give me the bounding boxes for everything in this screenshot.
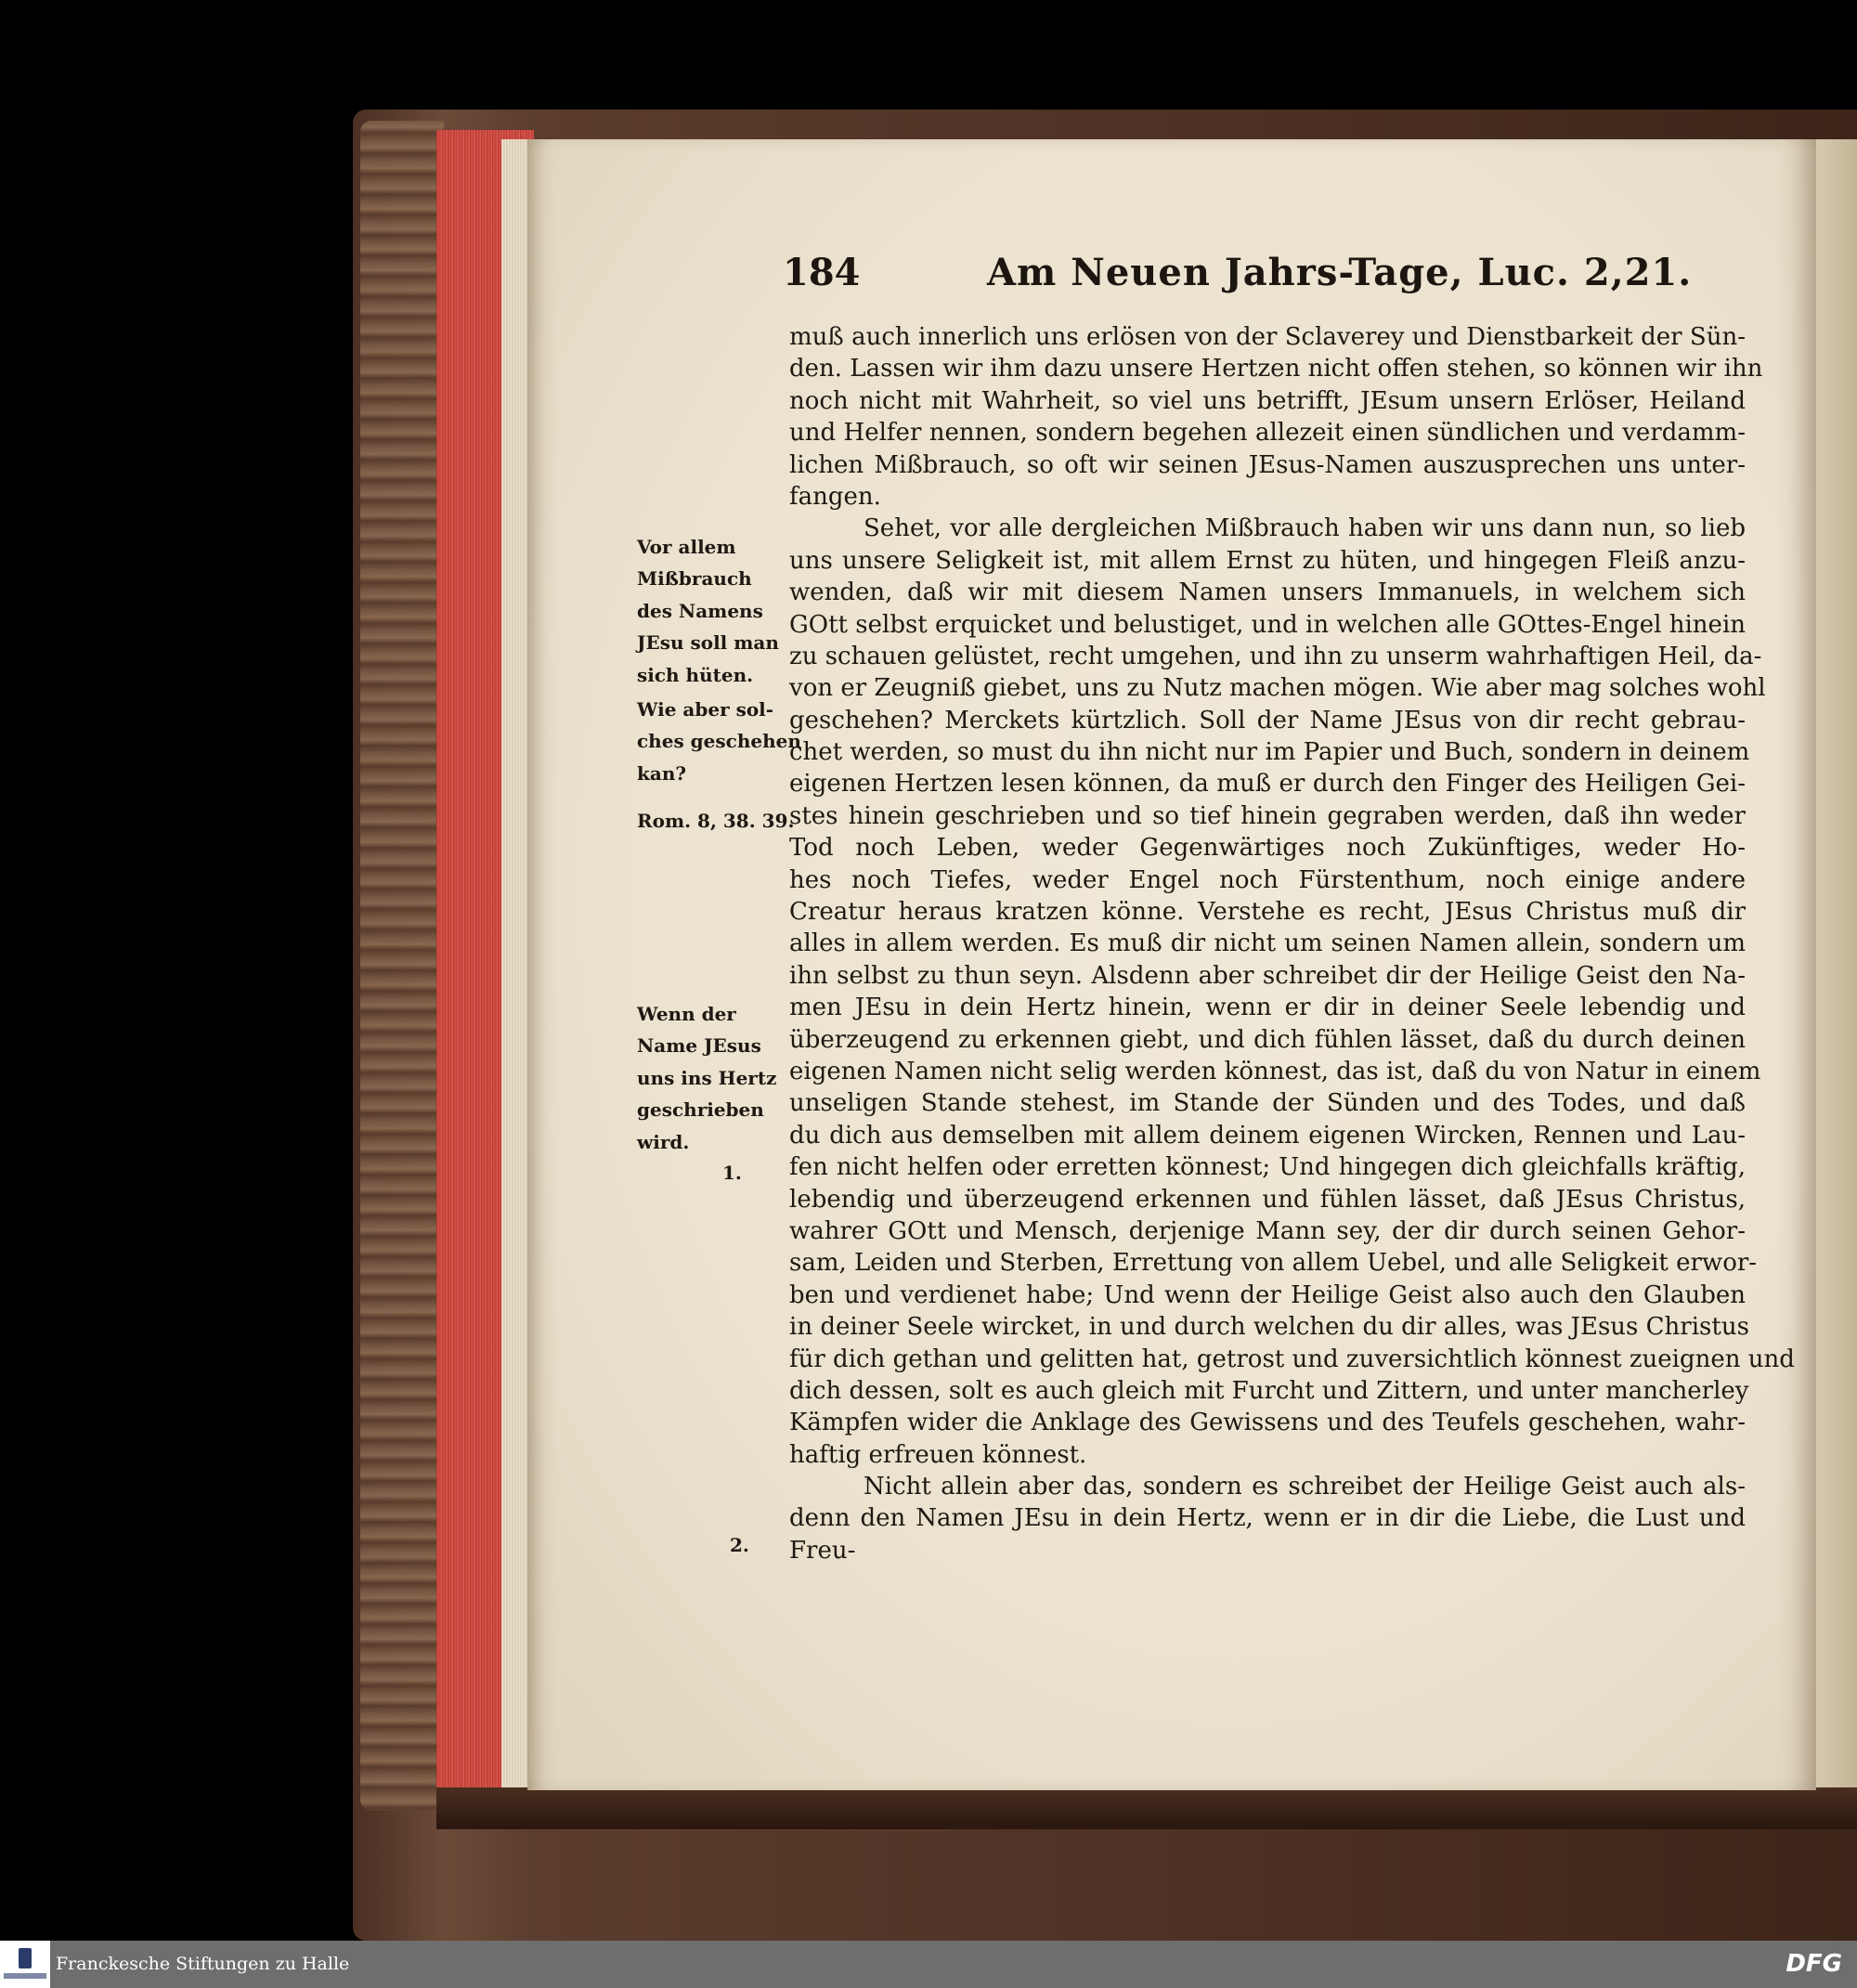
text-line: denn den Namen JEsu in dein Hertz, wenn er in dir die Liebe, die Lust und: [789, 1504, 1746, 1533]
text-line: wenden, daß wir mit diesem Namen unsers Immanuels, in welchem sich: [789, 578, 1746, 607]
margin-note-line: geschrieben: [637, 1098, 764, 1122]
text-line: den. Lassen wir ihm dazu unsere Hertzen nicht offen stehen, so können wir ihn: [789, 355, 1763, 383]
text-line: ben und verdienet habe; Und wenn der Heilige Geist also auch den Glauben: [789, 1280, 1746, 1309]
text-line: Freu-: [789, 1536, 856, 1565]
funder-logo: DFG: [1786, 1950, 1842, 1978]
text-line: hes noch Tiefes, weder Engel noch Fürstenthum, noch einige andere: [789, 865, 1746, 894]
text-line: muß auch innerlich uns erlösen von der Sclaverey und Dienstbarkeit der Sün-: [789, 323, 1746, 351]
margin-note-line: JEsu soll man: [637, 631, 779, 655]
text-line: zu schauen gelüstet, recht umgehen, und ihn zu unserm wahrhaftigen Heil, da-: [789, 642, 1762, 670]
text-line: unseligen Stande stehest, im Stande der Sünden und des Todes, und daß: [789, 1089, 1746, 1118]
text-line: chet werden, so must du ihn nicht nur im Papier und Buch, sondern in deinem: [789, 738, 1750, 767]
text-line: haftig erfreuen könnest.: [789, 1440, 1087, 1469]
text-line: stes hinein geschrieben und so tief hinein gegraben werden, daß ihn weder: [789, 801, 1746, 830]
text-line: sam, Leiden und Sterben, Errettung von allem Uebel, und alle Seligkeit erwor-: [789, 1249, 1758, 1278]
page-number: 184: [783, 251, 861, 294]
book-page: [527, 139, 1816, 1790]
text-line: noch nicht mit Wahrheit, so viel uns betrifft, JEsum unsern Erlöser, Heiland: [789, 386, 1746, 415]
margin-note-line: ches geschehen: [637, 730, 801, 753]
margin-note: [637, 531, 779, 691]
body-text: [789, 321, 1795, 1566]
text-line: fangen.: [789, 482, 881, 511]
text-line: in deiner Seele wircket, in und durch welchen du dir alles, was JEsus Christus: [789, 1313, 1749, 1342]
margin-note: [637, 805, 795, 837]
margin-note-line: sich hüten.: [637, 663, 754, 686]
margin-note-line: Name JEsus: [637, 1034, 761, 1058]
margin-note: [637, 694, 801, 789]
text-line: lebendig und überzeugend erkennen und fühlen lässet, daß JEsus Christus,: [789, 1185, 1746, 1214]
text-line: alles in allem werden. Es muß dir nicht um seinen Namen allein, sondern um: [789, 929, 1746, 958]
bottom-cover-edge: [436, 1787, 1857, 1829]
logo-mark: [19, 1948, 32, 1969]
text-line: Creatur heraus kratzen könne. Verstehe es recht, JEsus Christus muß dir: [789, 898, 1746, 927]
margin-note: [637, 998, 776, 1158]
margin-note-line: Wenn der: [637, 1003, 736, 1025]
text-line: überzeugend zu erkennen giebt, und dich fühlen lässet, daß du durch deinen: [789, 1025, 1746, 1054]
margin-note-line: Rom. 8, 38. 39.: [637, 810, 795, 832]
margin-note-line: kan?: [637, 761, 687, 785]
text-line: Nicht allein aber das, sondern es schreibet der Heilige Geist auch als-: [864, 1473, 1746, 1501]
text-line: eigenen Namen nicht selig werden könnest, das ist, daß du von Natur in einem: [789, 1057, 1761, 1085]
text-line: Tod noch Leben, weder Gegenwärtiges noch Zukünftiges, weder Ho-: [789, 834, 1746, 863]
text-line: uns unsere Seligkeit ist, mit allem Ernst zu hüten, und hingegen Fleiß anzu-: [789, 546, 1746, 575]
institution-name: Franckesche Stiftungen zu Halle: [56, 1954, 350, 1974]
margin-note-line: Vor allem: [637, 536, 736, 558]
text-line: GOtt selbst erquicket und belustiget, und in welchen alle GOttes-Engel hinein: [789, 610, 1746, 639]
text-line: eigenen Hertzen lesen können, da muß er durch den Finger des Heiligen Gei-: [789, 770, 1746, 799]
logo-wordmark: [4, 1973, 46, 1979]
margin-note-line: wird.: [637, 1130, 690, 1153]
text-line: und Helfer nennen, sondern begehen allezeit einen sündlichen und verdamm-: [789, 419, 1746, 448]
text-line: du dich aus demselben mit allem deinem eigenen Wircken, Rennen und Lau-: [789, 1121, 1746, 1150]
text-line: wahrer GOtt und Mensch, derjenige Mann sey, der dir durch seinen Gehor-: [789, 1216, 1746, 1245]
margin-note-line: des Namens: [637, 599, 763, 622]
text-line: für dich gethan und gelitten hat, getrost und zuversichtlich könnest zueignen und: [789, 1345, 1795, 1373]
section-number: 1.: [722, 1162, 742, 1184]
facing-page-edge: [1811, 139, 1857, 1801]
footer-bar: [0, 1941, 1857, 1988]
text-line: dich dessen, solt es auch gleich mit Furcht und Zittern, und unter mancherley: [789, 1376, 1749, 1405]
margin-note-line: Wie aber sol-: [637, 698, 774, 721]
text-line: fen nicht helfen oder erretten könnest; Und hingegen dich gleichfalls kräftig,: [789, 1153, 1746, 1182]
text-line: Sehet, vor alle dergleichen Mißbrauch haben wir uns dann nun, so lieb: [864, 514, 1746, 543]
text-line: ihn selbst zu thun seyn. Alsdenn aber schreibet dir der Heilige Geist den Na-: [789, 961, 1746, 990]
institution-logo: [0, 1941, 50, 1988]
text-line: Kämpfen wider die Anklage des Gewissens und des Teufels geschehen, wahr-: [789, 1409, 1746, 1437]
running-head: Am Neuen Jahrs-Tage, Luc. 2,21.: [987, 251, 1693, 294]
margin-note-line: Mißbrauch: [637, 567, 752, 591]
text-line: lichen Mißbrauch, so oft wir seinen JEsus-Namen auszusprechen uns unter-: [789, 450, 1746, 479]
margin-note-line: uns ins Hertz: [637, 1066, 777, 1089]
text-line: geschehen? Merckets kürtzlich. Soll der Name JEsus von dir recht gebrau-: [789, 706, 1746, 734]
section-number: 2.: [730, 1534, 749, 1556]
text-line: von er Zeugniß giebet, uns zu Nutz machen mögen. Wie aber mag solches wohl: [789, 674, 1766, 703]
worn-binding: [360, 121, 444, 1811]
text-line: men JEsu in dein Hertz hinein, wenn er dir in deiner Seele lebendig und: [789, 994, 1746, 1022]
